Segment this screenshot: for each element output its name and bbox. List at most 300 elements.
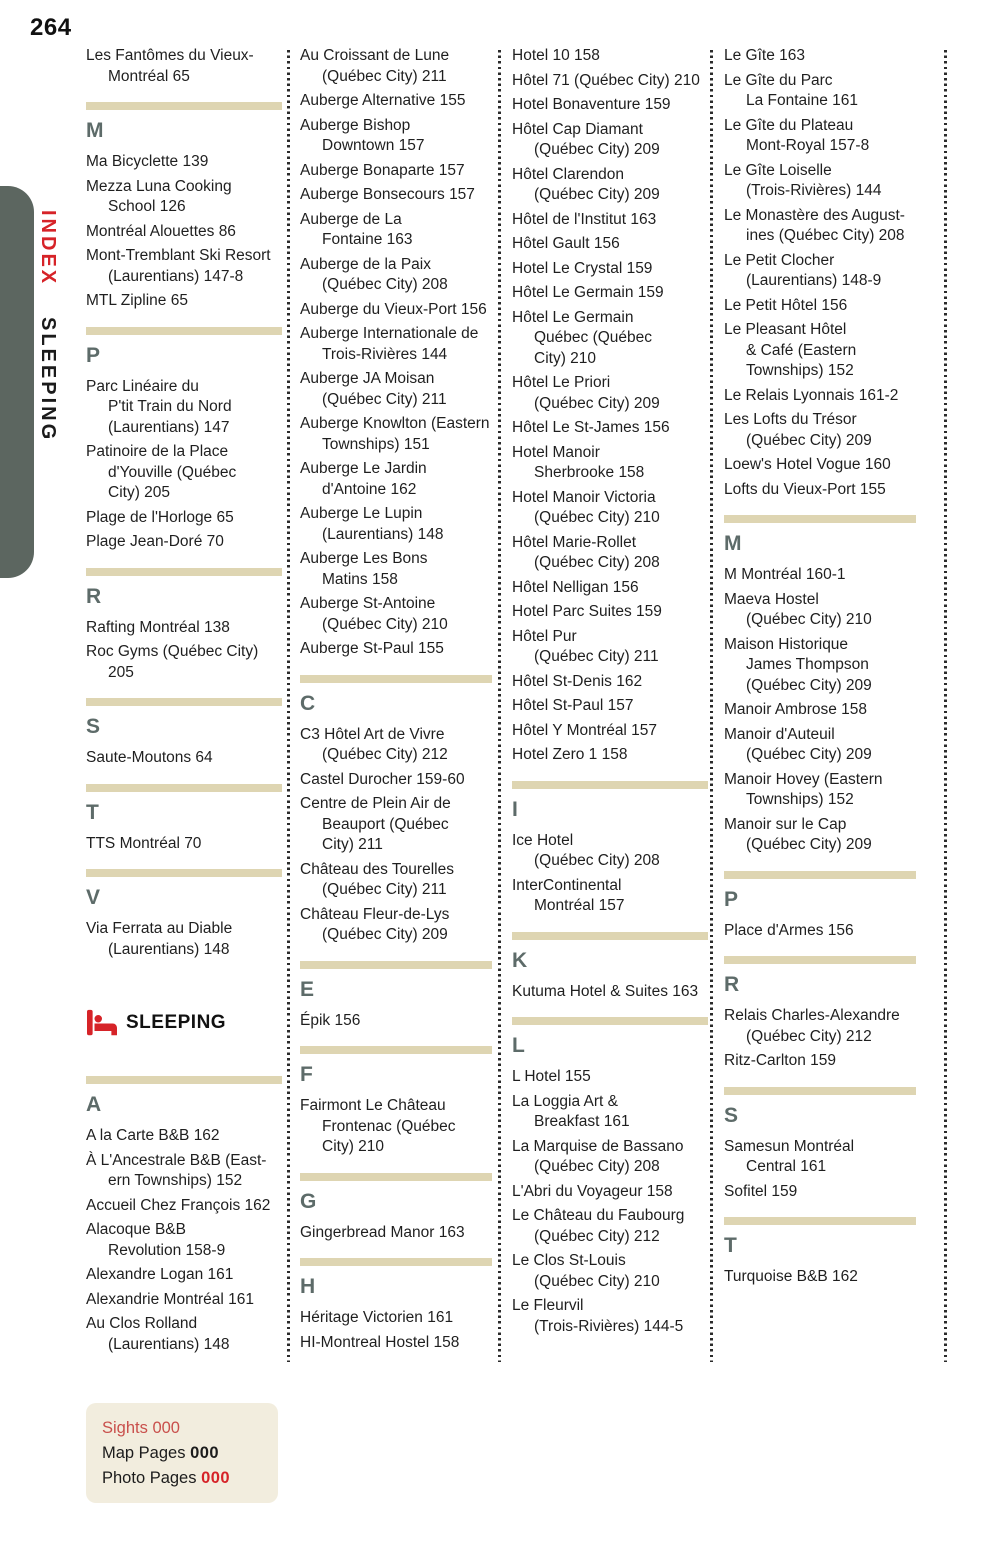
index-entry: [724, 1006, 916, 1047]
index-entry-line: (Laurentians) 148: [108, 1335, 230, 1353]
section-divider-bar: [300, 1173, 492, 1181]
index-entry: [300, 860, 492, 901]
index-entry: [86, 222, 282, 243]
index-entry-line: Héritage Victorien 161: [300, 1309, 454, 1326]
index-entry-line: La Marquise de Bassano: [512, 1137, 684, 1155]
section-divider-bar: [86, 327, 282, 335]
index-entry-line: Hôtel Le St-James 156: [512, 419, 670, 436]
section-divider-bar: [724, 1087, 916, 1095]
index-entry: [512, 234, 708, 255]
index-entry: [724, 296, 916, 317]
index-entry-line: Auberge de la Paix: [300, 255, 431, 273]
section-letter: P: [724, 887, 739, 911]
index-entry-line: Manoir Ambrose 158: [724, 701, 868, 718]
index-entry-line: Le Clos St-Louis: [512, 1252, 626, 1269]
index-entry: [86, 642, 282, 683]
index-entry-line: Mont-Royal 157-8: [746, 137, 870, 154]
index-entry-line: Hotel Manoir: [512, 443, 600, 461]
section-letter: K: [512, 948, 528, 972]
index-entry-line: Downtown 157: [322, 137, 425, 154]
index-entry-line: City) 205: [108, 484, 171, 501]
index-entry-line: Le Gîte du Plateau: [724, 116, 854, 134]
index-entry-line: Mont-Tremblant Ski Resort: [86, 247, 271, 264]
section-letter: G: [300, 1189, 317, 1213]
index-entry: [724, 1051, 916, 1072]
section-letter: R: [724, 973, 740, 996]
index-entry-line: Hotel Zero 1 158: [512, 746, 628, 763]
index-entry: [300, 1096, 492, 1158]
index-entry-line: d'Antoine 162: [322, 480, 417, 498]
index-entry-line: Au Croissant de Lune: [300, 47, 450, 64]
section-letter: P: [86, 343, 101, 367]
index-entry-line: & Café (Eastern: [746, 341, 857, 359]
index-entry-line: Townships) 152: [746, 791, 854, 808]
index-entry-line: À L'Ancestrale B&B (East-: [86, 1151, 267, 1169]
index-entry: [86, 532, 282, 553]
index-entry-line: La Fontaine 161: [746, 92, 859, 109]
index-entry: [512, 578, 708, 599]
index-entry-line: (Québec City) 209: [534, 141, 660, 158]
index-entry-line: Auberge Le Lupin: [300, 505, 423, 522]
index-entry: [724, 455, 916, 476]
index-entry-line: Kutuma Hotel & Suites 163: [512, 982, 699, 1000]
index-entry-line: Beauport (Québec: [322, 815, 449, 833]
section-divider-bar: [724, 515, 916, 523]
index-entry-line: (Québec City) 209: [322, 926, 448, 943]
index-entry: [512, 721, 708, 742]
index-entry-line: (Québec City) 208: [534, 554, 660, 571]
index-entry: [86, 919, 282, 960]
index-entry: [512, 259, 708, 280]
index-entry-line: (Québec City) 212: [746, 1027, 872, 1045]
index-entry: [300, 324, 492, 365]
section-divider-bar: [86, 1076, 282, 1084]
index-entry-line: Québec (Québec: [534, 329, 653, 346]
index-entry-line: Auberge JA Moisan: [300, 370, 435, 387]
index-entry-line: Patinoire de la Place: [86, 443, 229, 460]
index-entry: [512, 418, 708, 439]
index-entry: [724, 1267, 916, 1288]
section-divider-bar: [724, 956, 916, 964]
index-entry: [724, 565, 916, 586]
index-entry-line: (Québec City) 211: [534, 648, 659, 665]
section-letter: S: [724, 1103, 739, 1127]
index-entry-line: (Québec City) 210: [746, 611, 872, 628]
index-entry-line: Lofts du Vieux-Port 155: [724, 480, 886, 498]
index-entry-line: Matins 158: [322, 570, 398, 588]
index-column-3: [512, 46, 708, 1341]
sleeping-bed-icon: [86, 1008, 118, 1038]
index-entry: [512, 283, 708, 304]
index-entry: [512, 627, 708, 668]
column-separator-dotted: [498, 50, 501, 1362]
index-entry-line: (Québec City) 209: [746, 431, 872, 449]
index-entry: [300, 1333, 492, 1354]
index-entry-line: James Thompson: [746, 656, 869, 673]
index-entry-line: Townships) 151: [322, 435, 430, 453]
index-entry-line: HI-Montreal Hostel 158: [300, 1333, 460, 1351]
index-entry-line: City) 211: [322, 836, 383, 853]
index-column-4: [724, 46, 916, 1292]
index-entry: [300, 1223, 492, 1244]
section-divider-bar: [724, 871, 916, 879]
index-entry-line: Hôtel Marie-Rollet: [512, 533, 637, 551]
index-entry-line: Revolution 158-9: [108, 1241, 226, 1259]
index-entry-line: Alexandrie Montréal 161: [86, 1290, 255, 1308]
section-letter: M: [724, 532, 742, 555]
index-entry-line: (Québec City) 209: [746, 676, 872, 694]
index-entry: [512, 602, 708, 623]
index-entry: [512, 120, 708, 161]
sleeping-section-header: [86, 1008, 282, 1038]
index-entry-line: Hôtel Le Germain: [512, 308, 634, 326]
index-entry-line: Le Fleurvil: [512, 1297, 584, 1314]
index-entry-line: Sherbrooke 158: [534, 464, 645, 481]
index-entry-line: (Québec City) 209: [746, 746, 872, 763]
index-entry: [512, 1296, 708, 1337]
index-entry-line: Montréal 157: [534, 897, 625, 914]
index-entry-line: (Québec City) 212: [322, 746, 448, 763]
section-letter: F: [300, 1063, 313, 1086]
index-entry-line: TTS Montréal 70: [86, 834, 202, 852]
index-entry-line: Auberge Knowlton (Eastern: [300, 415, 490, 432]
index-entry-line: Loew's Hotel Vogue 160: [724, 456, 891, 473]
index-entry-line: Sofitel 159: [724, 1182, 798, 1200]
index-entry-line: Le Monastère des August-: [724, 206, 905, 224]
section-letter: T: [86, 800, 99, 824]
index-entry-line: MTL Zipline 65: [86, 292, 188, 309]
index-entry: [300, 161, 492, 182]
index-entry-line: Place d'Armes 156: [724, 921, 854, 939]
sidebar-vertical-label: [36, 210, 59, 590]
section-letter: C: [300, 691, 316, 715]
section-divider-bar: [512, 781, 708, 789]
index-entry-line: (Laurentians) 147-8: [108, 267, 244, 285]
index-entry: [86, 1265, 282, 1286]
index-entry-line: (Québec City) 208: [534, 1158, 660, 1175]
index-entry: [300, 725, 492, 766]
section-divider-bar: [300, 1046, 492, 1054]
index-entry: [300, 1011, 492, 1032]
legend-text: 000: [190, 1444, 220, 1462]
index-entry-line: Maeva Hostel: [724, 590, 819, 608]
index-entry-line: L Hotel 155: [512, 1068, 591, 1085]
index-entry-line: Auberge St-Antoine: [300, 595, 436, 612]
index-entry-line: Ice Hotel: [512, 831, 574, 849]
index-entry: [724, 161, 916, 202]
section-letter: T: [724, 1234, 737, 1257]
index-entry-line: Ritz-Carlton 159: [724, 1052, 836, 1069]
index-entry-line: (Québec City) 210: [534, 1272, 660, 1290]
index-entry: [512, 95, 708, 116]
index-entry-line: Roc Gyms (Québec City): [86, 643, 259, 660]
index-entry: [724, 725, 916, 766]
section-letter: V: [86, 886, 101, 909]
index-entry-line: Manoir d'Auteuil: [724, 725, 835, 743]
index-entry-line: (Québec City) 208: [322, 276, 448, 293]
index-entry-line: Hotel 10 158: [512, 47, 600, 64]
index-entry-line: Castel Durocher 159-60: [300, 770, 465, 788]
index-entry: [86, 1151, 282, 1192]
index-entry: [300, 905, 492, 946]
index-entry: [512, 1137, 708, 1178]
section-divider-bar: [512, 1017, 708, 1025]
index-entry-line: Turquoise B&B 162: [724, 1268, 858, 1285]
index-entry: [724, 815, 916, 856]
section-letter: A: [86, 1093, 102, 1116]
index-entry-line: Hotel Manoir Victoria: [512, 488, 656, 506]
index-entry-line: M Montréal 160-1: [724, 566, 846, 583]
section-letter: M: [86, 119, 104, 142]
index-entry: [300, 1308, 492, 1329]
index-entry-line: Saute-Moutons 64: [86, 749, 213, 766]
index-entry-line: P'tit Train du Nord: [108, 398, 232, 415]
index-entry: [300, 549, 492, 590]
index-entry: [86, 291, 282, 312]
section-letter: E: [300, 977, 315, 1001]
index-entry: [512, 488, 708, 529]
index-entry-line: Gingerbread Manor 163: [300, 1223, 465, 1241]
index-entry: [724, 1182, 916, 1203]
index-entry: [300, 594, 492, 635]
index-entry: [724, 206, 916, 247]
index-entry: [724, 770, 916, 811]
index-entry-line: Hôtel Le Priori: [512, 374, 611, 391]
index-entry-line: Auberge Alternative 155: [300, 92, 466, 109]
index-entry: [512, 1092, 708, 1133]
index-entry-line: Le Petit Hôtel 156: [724, 296, 848, 314]
index-entry-line: (Trois-Rivières) 144: [746, 182, 882, 199]
index-entry: [512, 165, 708, 206]
index-entry-line: A la Carte B&B 162: [86, 1127, 220, 1144]
section-divider-bar: [300, 1258, 492, 1266]
index-entry: [512, 1067, 708, 1088]
page-reference-legend: [86, 1403, 278, 1503]
index-entry: [300, 255, 492, 296]
index-entry: [512, 876, 708, 917]
section-letter: S: [86, 715, 101, 738]
index-entry-line: Hotel Parc Suites 159: [512, 603, 662, 620]
index-entry-line: Maison Historique: [724, 635, 849, 653]
index-entry: [86, 748, 282, 769]
index-entry: [300, 459, 492, 500]
index-entry: [724, 700, 916, 721]
index-entry-line: Château des Tourelles: [300, 860, 454, 878]
index-entry-line: Townships) 152: [746, 362, 854, 379]
section-divider-bar: [724, 1217, 916, 1225]
index-entry-line: Auberge Bonaparte 157: [300, 161, 465, 179]
index-entry: [512, 308, 708, 370]
index-entry-line: ines (Québec City) 208: [746, 227, 905, 244]
section-letter: I: [512, 797, 518, 821]
index-entry-line: Montréal Alouettes 86: [86, 222, 236, 240]
index-entry-line: Le Petit Clocher: [724, 251, 835, 269]
index-entry: [512, 46, 708, 67]
index-entry-line: Les Lofts du Trésor: [724, 411, 857, 428]
index-entry-line: d'Youville (Québec: [108, 463, 237, 481]
index-entry-line: (Québec City) 212: [534, 1227, 660, 1245]
index-entry-line: Hôtel St-Paul 157: [512, 697, 634, 714]
index-entry-line: Via Ferrata au Diable: [86, 920, 233, 937]
index-entry: [512, 1206, 708, 1247]
index-entry-line: (Québec City) 210: [534, 509, 660, 526]
index-entry: [86, 1220, 282, 1261]
index-entry-line: Plage Jean-Doré 70: [86, 533, 224, 550]
index-entry-line: Auberge Internationale de: [300, 325, 479, 342]
column-separator-dotted: [944, 50, 947, 1362]
index-label: INDEX: [37, 210, 59, 287]
index-entry-line: Manoir sur le Cap: [724, 815, 847, 833]
index-entry-line: Samesun Montréal: [724, 1137, 855, 1155]
index-entry: [300, 91, 492, 112]
index-entry-line: Ma Bicyclette 139: [86, 153, 209, 170]
index-entry-line: Hotel Bonaventure 159: [512, 96, 671, 113]
index-entry-line: (Québec City) 211: [322, 67, 447, 85]
index-entry: [724, 320, 916, 382]
legend-text: Map Pages: [102, 1444, 191, 1462]
index-entry-line: Frontenac (Québec: [322, 1117, 456, 1135]
index-entry-line: Hôtel de l'Institut 163: [512, 210, 657, 228]
index-entry: [86, 377, 282, 439]
index-entry-line: Hôtel Le Germain 159: [512, 284, 664, 301]
index-entry-line: Hôtel Pur: [512, 627, 577, 645]
index-entry-line: (Québec City) 208: [534, 852, 660, 869]
index-entry: [300, 770, 492, 791]
index-entry-line: Auberge Le Jardin: [300, 460, 427, 477]
index-entry-line: Hôtel St-Denis 162: [512, 672, 643, 690]
index-column-2: [300, 46, 492, 1357]
section-letter: H: [300, 1275, 316, 1298]
index-entry: [724, 590, 916, 631]
index-entry-line: Le Gîte du Parc: [724, 71, 833, 89]
index-entry-line: Hotel Le Crystal 159: [512, 259, 653, 277]
sleeping-header-label: SLEEPING: [126, 1011, 227, 1033]
index-entry: [512, 696, 708, 717]
page-number: 264: [30, 14, 72, 41]
index-entry-line: Auberge du Vieux-Port 156: [300, 300, 487, 318]
index-entry-line: Épik 156: [300, 1011, 361, 1029]
section-divider-bar: [86, 784, 282, 792]
index-entry-line: (Québec City) 211: [322, 881, 447, 898]
index-entry: [724, 1137, 916, 1178]
index-entry-line: Central 161: [746, 1158, 827, 1175]
index-entry-line: Auberge Les Bons: [300, 550, 428, 567]
index-entry-line: Auberge de La: [300, 210, 402, 228]
index-entry-line: Auberge Bonsecours 157: [300, 186, 475, 203]
index-entry-line: Hôtel 71 (Québec City) 210: [512, 71, 700, 89]
index-entry: [86, 1196, 282, 1217]
index-entry-line: Le Pleasant Hôtel: [724, 321, 847, 338]
index-entry-line: L'Abri du Voyageur 158: [512, 1182, 673, 1200]
index-entry: [512, 831, 708, 872]
index-entry-line: Hôtel Clarendon: [512, 165, 625, 183]
index-entry-line: C3 Hôtel Art de Vivre: [300, 725, 445, 743]
index-entry: [724, 635, 916, 697]
index-entry: [512, 443, 708, 484]
index-entry-line: Hôtel Cap Diamant: [512, 120, 643, 138]
index-entry-line: Breakfast 161: [534, 1113, 630, 1130]
index-entry: [512, 1251, 708, 1292]
index-entry: [724, 251, 916, 292]
index-entry: [86, 618, 282, 639]
section-letter: R: [86, 584, 102, 608]
section-divider-bar: [86, 102, 282, 110]
index-entry-line: (Laurentians) 148: [108, 940, 230, 958]
section-divider-bar: [300, 675, 492, 683]
legend-row: [102, 1466, 262, 1491]
index-entry-line: (Laurentians) 147: [108, 418, 230, 436]
index-entry: [512, 745, 708, 766]
index-entry-line: School 126: [108, 198, 186, 215]
index-entry: [724, 386, 916, 407]
index-entry-line: Au Clos Rolland: [86, 1315, 198, 1332]
section-letter: L: [512, 1034, 525, 1057]
sleeping-section-label: SLEEPING: [37, 316, 59, 442]
index-entry-line: Hôtel Nelligan 156: [512, 578, 639, 596]
index-entry: [300, 210, 492, 251]
index-entry-line: Accueil Chez François 162: [86, 1196, 271, 1214]
index-entry: [724, 921, 916, 942]
index-entry-line: (Laurentians) 148: [322, 525, 444, 543]
index-entry-line: Trois-Rivières 144: [322, 345, 448, 363]
legend-row: [102, 1416, 262, 1441]
index-entry-line: Château Fleur-de-Lys: [300, 905, 450, 923]
index-entry-line: (Québec City) 211: [322, 390, 447, 408]
index-entry-line: InterContinental: [512, 876, 622, 894]
column-separator-dotted: [287, 50, 290, 1362]
index-entry: [512, 373, 708, 414]
index-entry-line: Le Relais Lyonnais 161-2: [724, 386, 899, 404]
index-entry: [512, 1182, 708, 1203]
index-entry-line: Les Fantômes du Vieux-: [86, 47, 254, 64]
legend-row: [102, 1441, 262, 1466]
index-entry-line: Relais Charles-Alexandre: [724, 1007, 900, 1024]
legend-text: Photo Pages: [102, 1469, 202, 1487]
index-entry: [724, 116, 916, 157]
index-entry-line: Fontaine 163: [322, 231, 413, 248]
index-entry-line: Alexandre Logan 161: [86, 1266, 234, 1283]
index-entry-line: (Québec City) 210: [322, 615, 448, 633]
index-entry: [86, 1314, 282, 1355]
index-entry: [724, 71, 916, 112]
index-entry: [300, 504, 492, 545]
index-entry: [512, 210, 708, 231]
index-entry-line: City) 210: [534, 349, 597, 367]
legend-text: 000: [201, 1469, 231, 1487]
index-entry: [724, 480, 916, 501]
index-entry-line: La Loggia Art &: [512, 1092, 618, 1110]
index-entry-line: Hôtel Y Montréal 157: [512, 721, 658, 739]
index-entry-line: (Laurentians) 148-9: [746, 272, 882, 289]
section-divider-bar: [86, 568, 282, 576]
index-entry: [86, 246, 282, 287]
index-entry-line: Fairmont Le Château: [300, 1097, 446, 1114]
index-entry: [300, 300, 492, 321]
index-entry: [86, 1290, 282, 1311]
index-entry-line: (Trois-Rivières) 144-5: [534, 1317, 684, 1335]
index-entry: [724, 410, 916, 451]
index-entry: [86, 1126, 282, 1147]
index-entry: [512, 982, 708, 1003]
index-entry: [512, 672, 708, 693]
index-entry: [300, 185, 492, 206]
section-divider-bar: [86, 869, 282, 877]
index-entry: [86, 152, 282, 173]
index-entry: [86, 834, 282, 855]
legend-text: Sights 000: [102, 1419, 180, 1437]
index-entry-line: Alacoque B&B: [86, 1221, 186, 1238]
index-entry: [300, 794, 492, 856]
